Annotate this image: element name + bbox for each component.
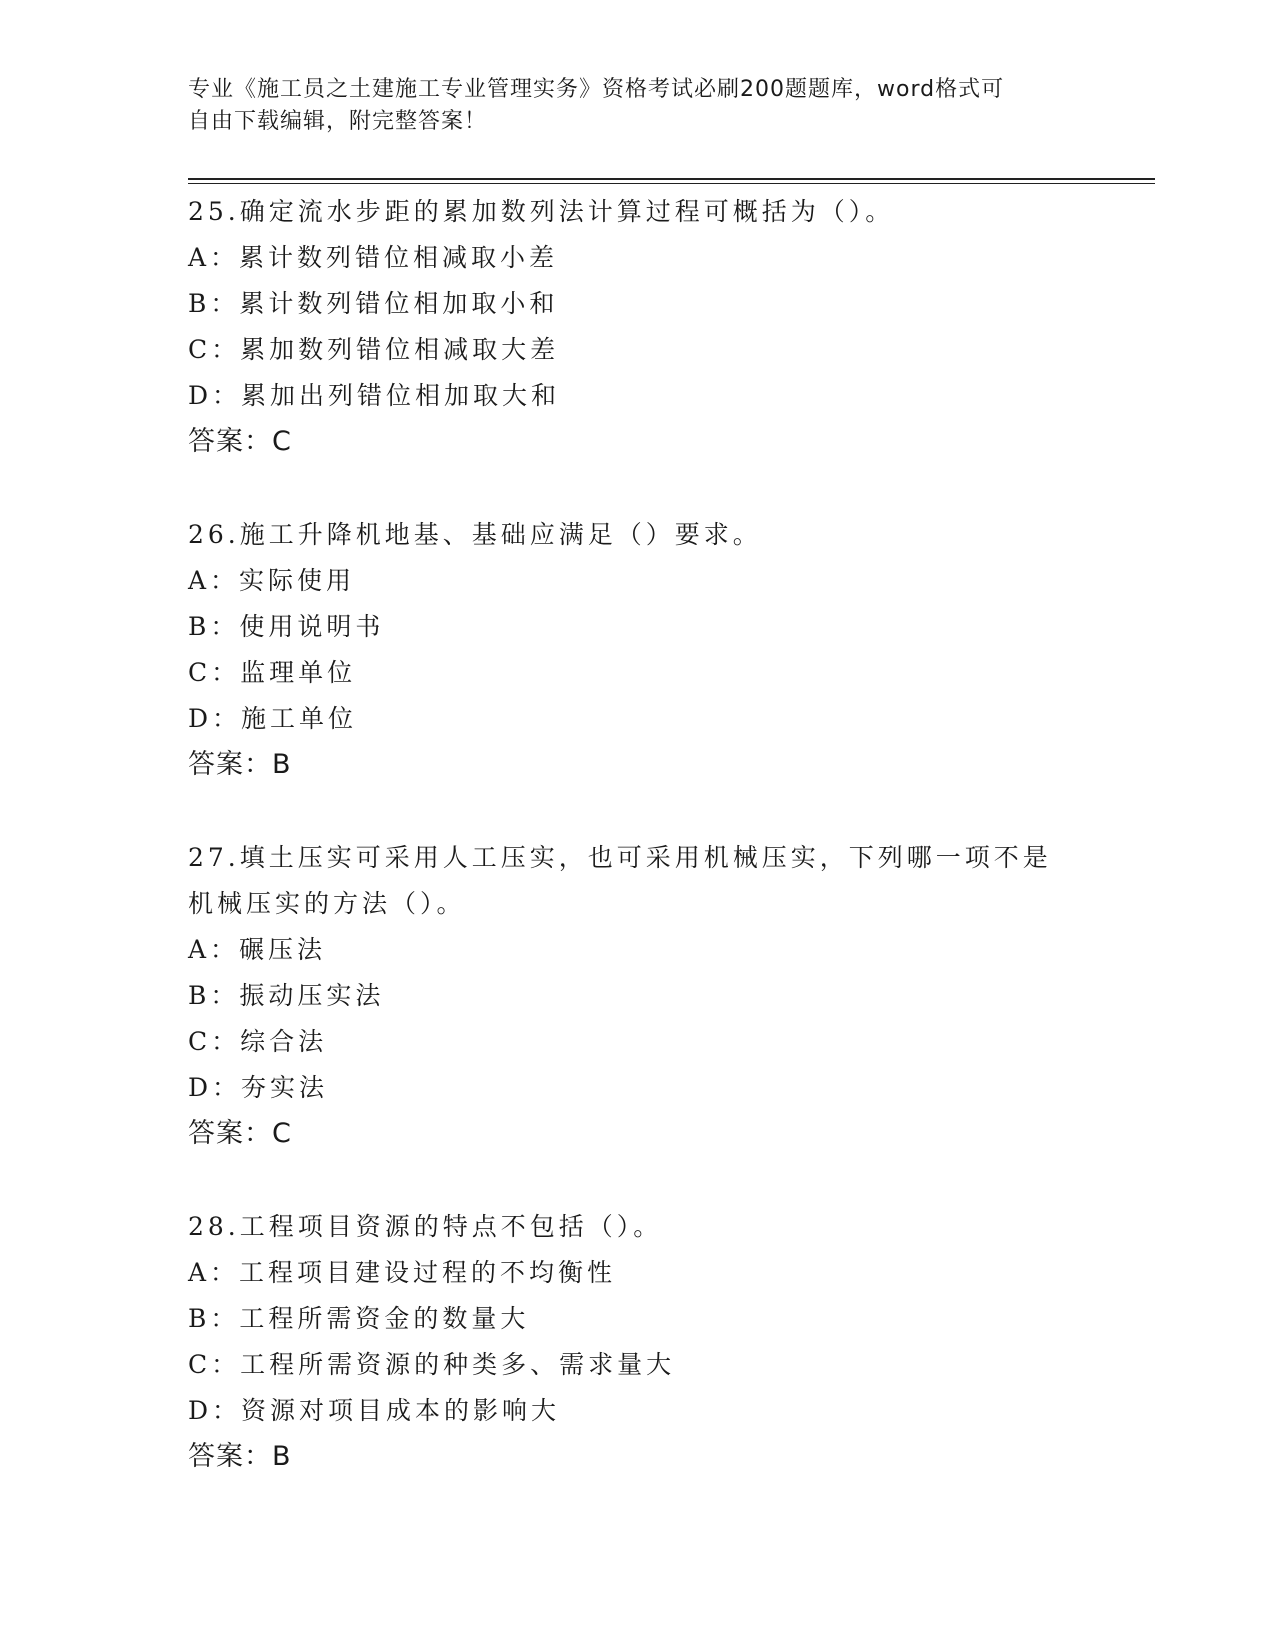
option-c: C：综合法 [188,1027,328,1056]
question-25 [188,189,1088,465]
question-stem: 26.施工升降机地基、基础应满足（）要求。 [188,520,762,549]
option-b: B：工程所需资金的数量大 [188,1304,530,1333]
option-c: C：工程所需资源的种类多、需求量大 [188,1350,676,1379]
question-26 [188,512,1088,788]
option-a: A：累计数列错位相减取小差 [188,243,559,272]
question-stem: 28.工程项目资源的特点不包括（）。 [188,1212,663,1241]
header-line-1: 专业《施工员之土建施工专业管理实务》资格考试必刷200题题库，word格式可 [188,77,1005,102]
option-d: D：资源对项目成本的影响大 [188,1396,561,1425]
header-divider [188,178,1155,184]
option-c: C：累加数列错位相减取大差 [188,335,560,364]
option-d: D：累加出列错位相加取大和 [188,381,561,410]
option-b: B：振动压实法 [188,981,385,1010]
option-d: D：夯实法 [188,1073,329,1102]
question-stem: 25.确定流水步距的累加数列法计算过程可概括为（）。 [188,197,895,226]
document-header [188,74,1078,138]
answer: 答案：B [188,749,292,780]
header-line-2: 自由下载编辑，附完整答案！ [188,109,488,134]
option-b: B：累计数列错位相加取小和 [188,289,559,318]
answer: 答案：C [188,426,292,457]
answer: 答案：B [188,1441,292,1472]
answer: 答案：C [188,1118,292,1149]
option-a: A：实际使用 [188,566,356,595]
question-list [188,189,1088,1527]
question-27 [188,835,1088,1157]
option-a: A：工程项目建设过程的不均衡性 [188,1258,617,1287]
question-28 [188,1204,1088,1480]
option-d: D：施工单位 [188,704,358,733]
question-stem: 27.填土压实可采用人工压实，也可采用机械压实，下列哪一项不是机械压实的方法（）。 [188,843,1052,918]
option-c: C：监理单位 [188,658,357,687]
option-a: A：碾压法 [188,935,327,964]
option-b: B：使用说明书 [188,612,385,641]
